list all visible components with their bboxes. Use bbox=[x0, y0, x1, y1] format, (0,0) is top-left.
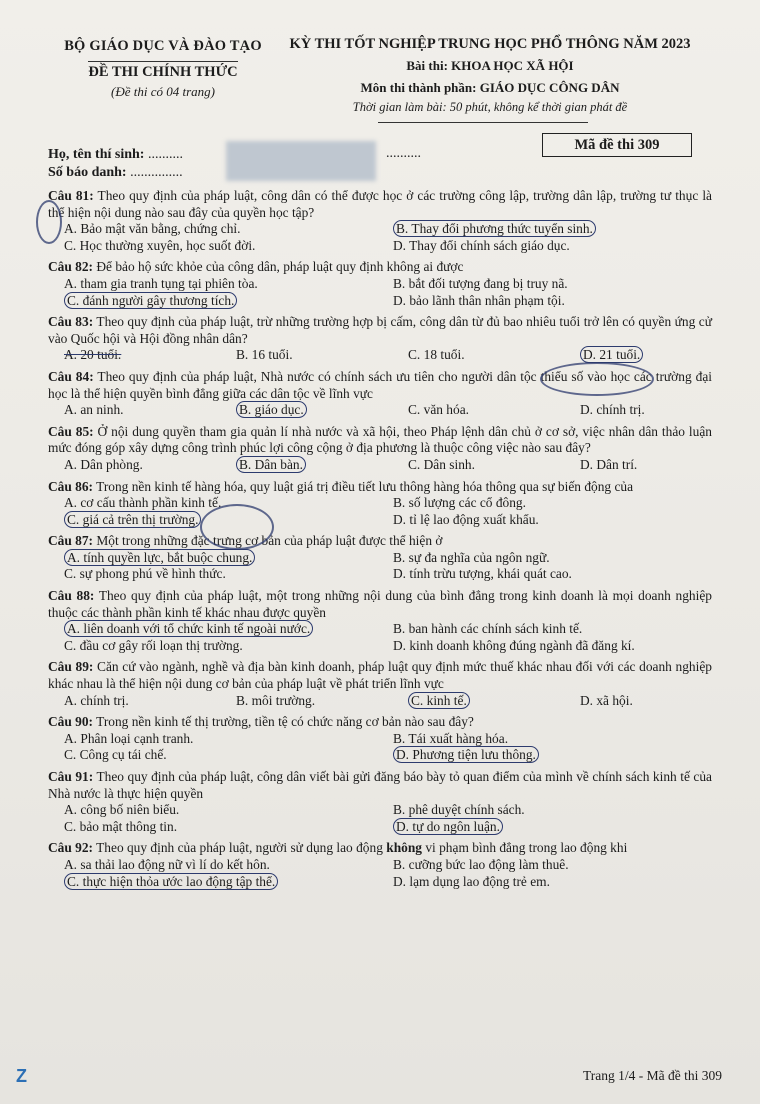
option-a[interactable]: A. công bố niên biểu. bbox=[64, 802, 180, 818]
option-a[interactable] bbox=[64, 550, 383, 567]
option-a[interactable]: A. chính trị. bbox=[64, 692, 129, 708]
option-b[interactable] bbox=[236, 402, 398, 419]
answer-mark: A. tính quyền lực, bắt buộc chung. bbox=[64, 549, 255, 566]
option-c[interactable]: C. Công cụ tái chế. bbox=[64, 747, 167, 763]
question-stem: Theo quy định của pháp luật, trừ những trường hợp bị cấm, công dân từ đủ bao nhiêu tuổi trở lên có quyền ứng cử vào Quốc hội và Hội đồng nhân dân? bbox=[48, 314, 712, 346]
question-stem: Theo quy định của pháp luật, công dân viết bài gửi đăng báo bày tỏ quan điểm của mình về chính sách kinh tế của Nhà nước là thực hiện quyền bbox=[48, 769, 713, 801]
pen-mark bbox=[36, 200, 62, 244]
answer-mark: C. kinh tế. bbox=[408, 692, 470, 709]
question-number: Câu 81: bbox=[48, 188, 94, 203]
question-88 bbox=[48, 588, 712, 654]
option-d[interactable]: D. kinh doanh không đúng ngành đã đăng kí. bbox=[393, 637, 635, 653]
question-number: Câu 86: bbox=[48, 478, 94, 494]
id-label: Số báo danh: bbox=[48, 165, 127, 180]
answer-mark: D. 21 tuổi. bbox=[580, 346, 643, 363]
option-b[interactable]: B. 16 tuổi. bbox=[236, 347, 293, 363]
header-right bbox=[270, 36, 710, 115]
emphasis-word: không bbox=[386, 840, 422, 856]
time-limit: Thời gian làm bài: 50 phút, không kể thời gian phát đề bbox=[352, 100, 628, 114]
question-number: Câu 92: bbox=[48, 840, 94, 856]
question-number: Câu 88: bbox=[48, 588, 95, 604]
option-d[interactable] bbox=[393, 747, 712, 764]
ministry-name: BỘ GIÁO DỤC VÀ ĐÀO TẠO bbox=[64, 38, 262, 54]
question-list bbox=[48, 188, 712, 895]
answer-mark: C. thực hiện thỏa ước lao động tập thể. bbox=[64, 873, 278, 890]
test-name: Bài thi: KHOA HỌC XÃ HỘI bbox=[406, 58, 574, 73]
option-a[interactable] bbox=[64, 347, 226, 364]
question-number: Câu 83: bbox=[48, 314, 94, 330]
answer-mark: B. Thay đổi phương thức tuyển sinh. bbox=[393, 220, 596, 237]
question-stem: Ở nội dung quyền tham gia quản lí nhà nước và xã hội, theo Pháp lệnh dân chủ ở cơ sở, việc nhân dân thảo luận mức đóng góp xây dựng công trình phúc lợi công cộng ở địa phương là thuộc công việc nào sau đây? bbox=[48, 423, 712, 456]
option-d[interactable]: D. bảo lãnh thân nhân phạm tội. bbox=[393, 292, 565, 308]
answer-mark: B. Dân bàn. bbox=[236, 456, 306, 473]
id-dots: ............... bbox=[130, 165, 183, 180]
question-stem: Để bảo hộ sức khỏe của công dân, pháp luật quy định không ai được bbox=[96, 259, 464, 275]
option-b[interactable]: B. số lượng các cổ đông. bbox=[393, 495, 526, 511]
option-b[interactable] bbox=[236, 457, 398, 474]
option-b[interactable]: B. ban hành các chính sách kinh tế. bbox=[393, 621, 583, 637]
question-number: Câu 82: bbox=[48, 259, 94, 275]
option-b[interactable]: B. Tái xuất hàng hóa. bbox=[393, 730, 509, 746]
question-stem: Trong nền kinh tế thị trường, tiền tệ có chức năng cơ bản nào sau đây? bbox=[96, 714, 474, 730]
answer-mark: D. Phương tiện lưu thông. bbox=[393, 746, 539, 763]
option-c[interactable] bbox=[64, 293, 383, 310]
question-number: Câu 91: bbox=[48, 769, 94, 784]
pen-mark bbox=[540, 362, 654, 396]
name-label: Họ, tên thí sinh: bbox=[48, 147, 145, 162]
option-b[interactable]: B. phê duyệt chính sách. bbox=[393, 802, 525, 818]
option-c[interactable]: C. đầu cơ gây rối loạn thị trường. bbox=[64, 637, 243, 653]
header-rule bbox=[378, 122, 588, 123]
struck-option: A. 20 tuổi. bbox=[64, 347, 122, 363]
option-d[interactable]: D. lạm dụng lao động trẻ em. bbox=[393, 873, 550, 889]
question-stem: Một trong những đặc trưng cơ bản của pháp luật được thể hiện ở bbox=[96, 533, 443, 549]
option-a[interactable]: A. tham gia tranh tụng tại phiên tòa. bbox=[64, 275, 258, 291]
question-number: Câu 84: bbox=[48, 368, 94, 384]
question-stem: Theo quy định của pháp luật, Nhà nước có chính sách ưu tiên cho người dân tộc thiểu số vào học các trường đại học là thể hiện quyền bình đẳng giữa các dân tộc về lĩnh vực bbox=[48, 368, 712, 401]
question-number: Câu 87: bbox=[48, 533, 94, 549]
question-92 bbox=[48, 840, 712, 890]
page-count: (Đề thi có 04 trang) bbox=[111, 84, 215, 99]
answer-mark: D. tự do ngôn luận. bbox=[393, 818, 503, 835]
option-c[interactable]: C. sự phong phú về hình thức. bbox=[64, 566, 226, 582]
option-c[interactable]: C. Dân sinh. bbox=[408, 456, 475, 472]
subject-name: Môn thi thành phần: GIÁO DỤC CÔNG DÂN bbox=[360, 80, 620, 95]
option-c[interactable]: C. bảo mật thông tin. bbox=[64, 818, 178, 834]
option-c[interactable]: C. văn hóa. bbox=[408, 402, 469, 418]
question-83 bbox=[48, 314, 712, 364]
page-footer: Trang 1/4 - Mã đề thi 309 bbox=[583, 1068, 722, 1083]
answer-mark: C. giá cả trên thị trường. bbox=[64, 511, 201, 528]
question-90 bbox=[48, 714, 712, 764]
option-b[interactable]: B. sự đa nghĩa của ngôn ngữ. bbox=[393, 549, 550, 565]
answer-mark: B. giáo dục. bbox=[236, 401, 307, 418]
question-stem-end: vi phạm bình đẳng trong lao động khi bbox=[425, 840, 628, 856]
question-number: Câu 89: bbox=[48, 659, 94, 675]
option-b[interactable]: B. môi trường. bbox=[236, 692, 316, 708]
pen-mark bbox=[200, 504, 274, 550]
option-d[interactable]: D. tỉ lệ lao động xuất khẩu. bbox=[393, 511, 539, 527]
option-a[interactable]: A. Dân phòng. bbox=[64, 456, 143, 472]
question-91 bbox=[48, 769, 712, 835]
question-number: Câu 90: bbox=[48, 714, 94, 730]
option-d[interactable]: D. chính trị. bbox=[580, 402, 645, 418]
question-stem: Theo quy định của pháp luật, người sử dụng lao động bbox=[96, 840, 383, 856]
question-86 bbox=[48, 479, 712, 529]
option-a[interactable] bbox=[64, 621, 383, 638]
question-stem: Căn cứ vào ngành, nghề và địa bàn kinh doanh, pháp luật quy định mức thuế khác nhau đối với các doanh nghiệp khác nhau là thể hiện nội dung cơ bản của pháp luật về phát triển lĩnh vực bbox=[48, 659, 712, 692]
option-d[interactable]: D. Dân trí. bbox=[580, 456, 638, 472]
candidate-info bbox=[48, 146, 183, 182]
option-b[interactable] bbox=[393, 221, 712, 238]
official-label: ĐỀ THI CHÍNH THỨC bbox=[88, 61, 237, 81]
option-a[interactable]: A. Phân loại cạnh tranh. bbox=[64, 730, 194, 746]
option-b[interactable]: B. cưỡng bức lao động làm thuê. bbox=[393, 856, 569, 872]
header-left bbox=[48, 38, 278, 100]
question-85 bbox=[48, 424, 712, 474]
option-a[interactable]: A. sa thải lao động nữ vì lí do kết hôn. bbox=[64, 856, 270, 872]
answer-mark: C. đánh người gây thương tích. bbox=[64, 292, 237, 309]
option-d[interactable]: D. xã hội. bbox=[580, 692, 633, 708]
watermark-logo: Z bbox=[16, 1066, 27, 1086]
question-82 bbox=[48, 259, 712, 309]
option-a[interactable]: A. cơ cấu thành phần kinh tế. bbox=[64, 495, 222, 511]
redacted-area bbox=[226, 141, 376, 181]
question-stem: Theo quy định của pháp luật, một trong những nội dung của bình đẳng trong kinh doanh là mọi doanh nghiệp thuộc các thành phần kinh tế khác nhau được quyền bbox=[48, 588, 712, 620]
option-a[interactable]: A. an ninh. bbox=[64, 402, 124, 418]
question-87 bbox=[48, 533, 712, 583]
option-b[interactable]: B. bắt đối tượng đang bị truy nã. bbox=[393, 275, 568, 291]
option-a[interactable]: A. Bảo mật văn bằng, chứng chỉ. bbox=[64, 221, 241, 237]
question-81 bbox=[48, 188, 712, 254]
option-d[interactable]: D. Thay đổi chính sách giáo dục. bbox=[393, 237, 570, 253]
question-stem: Trong nền kinh tế hàng hóa, quy luật giá trị điều tiết lưu thông hàng hóa thông qua sự biến động của bbox=[96, 478, 634, 494]
option-c[interactable] bbox=[64, 874, 383, 891]
option-c[interactable] bbox=[408, 693, 570, 710]
option-d[interactable]: D. tính trừu tượng, khái quát cao. bbox=[393, 566, 572, 582]
answer-mark: A. liên doanh với tổ chức kinh tế ngoài nước. bbox=[64, 620, 313, 637]
exam-title: KỲ THI TỐT NGHIỆP TRUNG HỌC PHỔ THÔNG NĂM 2023 bbox=[289, 36, 691, 52]
question-stem: Theo quy định của pháp luật, công dân có thể được học ở các trường công lập, trường dân lập, trường tư thục là thể hiện nội dung nào sau đây của quyền học tập? bbox=[48, 188, 712, 220]
exam-code-box: Mã đề thi 309 bbox=[542, 133, 692, 157]
question-89 bbox=[48, 659, 712, 709]
name-trail-dots: .......... bbox=[386, 146, 421, 161]
option-c[interactable]: C. Học thường xuyên, học suốt đời. bbox=[64, 237, 256, 253]
question-number: Câu 85: bbox=[48, 423, 94, 439]
option-c[interactable]: C. 18 tuổi. bbox=[408, 347, 465, 363]
name-dots: .......... bbox=[147, 147, 183, 162]
option-d[interactable] bbox=[393, 819, 712, 836]
